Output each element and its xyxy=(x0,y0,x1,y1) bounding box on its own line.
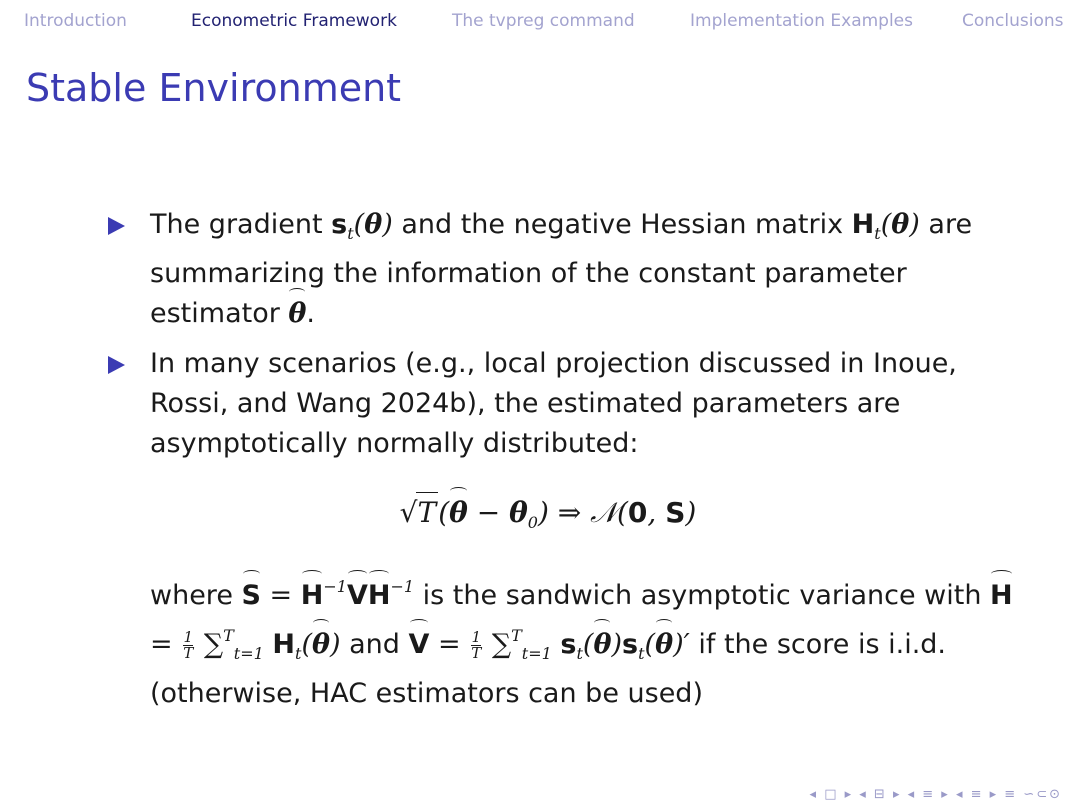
where-text-c: and xyxy=(340,629,409,660)
display-equation: $√T(\theta - \theta_0)$ ⇒ 𝒩(0, S) xyxy=(108,492,1028,543)
nav-conclusions[interactable]: Conclusions xyxy=(962,11,1064,31)
nav-introduction[interactable]: Introduction xyxy=(24,11,127,31)
where-paragraph xyxy=(108,567,1028,714)
bullet-gradient xyxy=(108,205,1028,334)
math-h-hat: H = $\frac{1}{T}$ ∑$^T_{t=1}$ $H_t(\theta)$ xyxy=(150,580,1013,660)
navigation-bar xyxy=(0,0,1080,42)
nav-econometric-framework[interactable]: Econometric Framework xyxy=(191,11,397,31)
triangle-bullet-icon xyxy=(108,217,125,235)
math-theta-hat: θ xyxy=(288,298,306,329)
slide-content xyxy=(108,205,1028,714)
bullet1-text-a: The gradient xyxy=(150,209,332,240)
nav-implementation-examples[interactable]: Implementation Examples xyxy=(690,11,914,31)
math-v-hat: V = $\frac{1}{T}$ ∑$^T_{t=1}$ $s_t(\theta)s_t(\theta)'$ xyxy=(408,626,690,663)
bullet-asymptotic xyxy=(108,344,1028,464)
math-sandwich: $S = H^{-1}VH^{-1}$ xyxy=(242,580,415,611)
triangle-bullet-icon xyxy=(108,356,125,374)
bullet1-text-d: . xyxy=(306,298,316,329)
math-hessian: $H_t(\theta)$ xyxy=(851,209,920,243)
bullet1-text-c: are summarizing the information of the constant parameter estimator xyxy=(150,209,973,329)
where-text-a: where xyxy=(150,580,242,611)
nav-tvpreg-command[interactable]: The tvpreg command xyxy=(452,11,635,31)
where-text-d: if the score is i.i.d. (otherwise, HAC estimators can be used) xyxy=(150,629,947,709)
beamer-navigation-symbols[interactable]: ◂ □ ▸ ◂ ⊟ ▸ ◂ ≡ ▸ ◂ ≡ ▸ ≡ ∽⊂⊙ xyxy=(809,787,1062,802)
bullet2-text: In many scenarios (e.g., local projection discussed in Inoue, Rossi, and Wang 2024b), the estimated parameters are asymptotically normally distributed: xyxy=(150,348,957,459)
bullet1-text-b: and the negative Hessian matrix xyxy=(392,209,852,240)
where-text-b: is the sandwich asymptotic variance with xyxy=(414,580,991,611)
slide-title: Stable Environment xyxy=(26,66,402,110)
math-gradient: $s_t(\theta)$ xyxy=(331,209,393,243)
